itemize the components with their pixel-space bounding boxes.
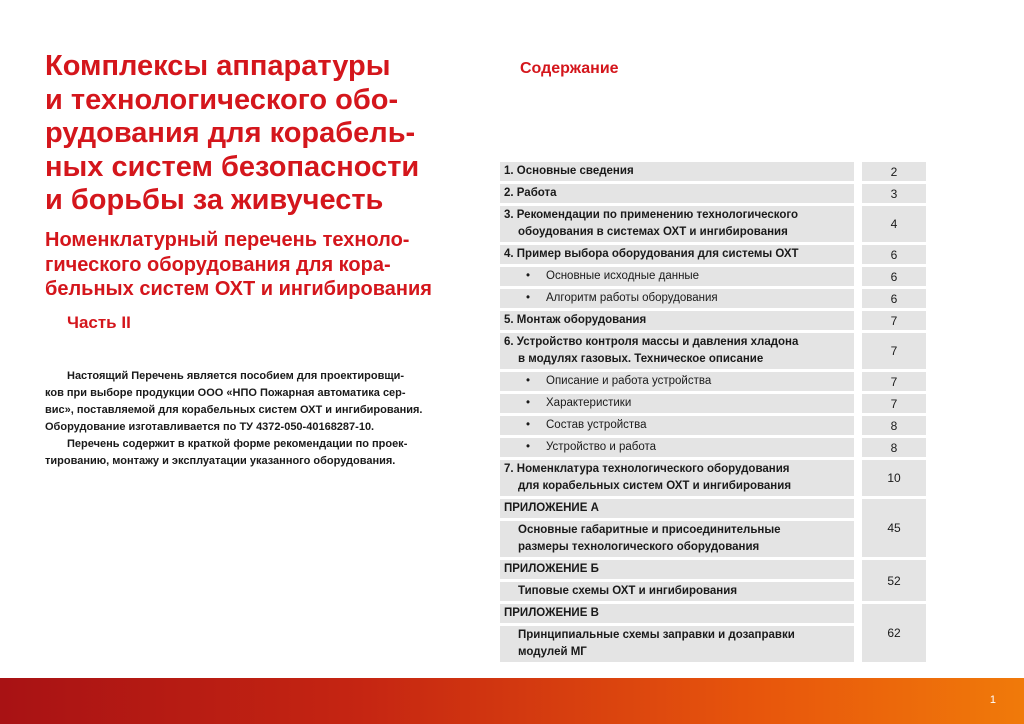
appendix-title: [500, 626, 854, 662]
toc-row[interactable]: [500, 372, 928, 394]
toc-entry-cell: [500, 394, 854, 416]
toc-row[interactable]: [500, 311, 928, 333]
intro-line: Настоящий Перечень является пособием для проектировщи-: [67, 370, 405, 382]
toc-entry-text: 7. Номенклатура технологического оборудования: [504, 463, 790, 475]
appendix-title: [500, 521, 854, 557]
toc-row[interactable]: [500, 245, 928, 267]
toc-entry-cell: [500, 267, 854, 289]
title-line: и технологического обо-: [45, 83, 399, 116]
subtitle-line: гического оборудования для кора-: [45, 253, 391, 276]
toc-entry: [500, 184, 854, 203]
toc-entry-cell: [500, 289, 854, 311]
bullet-icon: •: [526, 270, 531, 282]
part-label: Часть II: [67, 313, 131, 332]
toc-entry-cell: [500, 372, 854, 394]
title-line: и борьбы за живучесть: [45, 184, 384, 216]
intro-paragraph: [45, 368, 467, 470]
toc-row[interactable]: [500, 267, 928, 289]
toc-entry-text: для корабельных систем ОХТ и ингибирования: [518, 480, 792, 492]
toc-page-number: 62: [862, 604, 926, 662]
toc-entry-text: в модулях газовых. Техническое описание: [518, 353, 764, 365]
appendix-title-text: модулей МГ: [518, 646, 587, 658]
bullet-icon: •: [526, 441, 531, 453]
title-line: рудования для корабель-: [45, 117, 416, 149]
toc-page-number: 8: [862, 416, 926, 435]
intro-line: Оборудование изготавливается по ТУ 4372-050-40168287-10.: [45, 421, 375, 433]
appendix-heading: ПРИЛОЖЕНИЕ В: [500, 604, 854, 623]
toc-row[interactable]: [500, 438, 928, 460]
toc-row[interactable]: [500, 394, 928, 416]
toc-page-number: 4: [862, 206, 926, 242]
document-subtitle: [45, 228, 465, 302]
document-title: [45, 50, 465, 218]
toc-entry-text: Алгоритм работы оборудования: [546, 292, 718, 304]
toc-page-number: 7: [862, 394, 926, 413]
toc-entry: [500, 162, 854, 181]
appendix-title-text: Типовые схемы ОХТ и ингибирования: [518, 585, 738, 597]
toc-page-number: 7: [862, 333, 926, 369]
toc-entry: [500, 460, 854, 496]
toc-row[interactable]: [500, 162, 928, 184]
toc-row[interactable]: [500, 184, 928, 206]
toc-entry-cell: [500, 560, 854, 604]
toc-page-number: 52: [862, 560, 926, 601]
appendix-title: [500, 582, 854, 601]
toc-page-number: 6: [862, 289, 926, 308]
toc-appendix[interactable]: [500, 499, 928, 560]
toc-appendix[interactable]: [500, 604, 928, 665]
appendix-title-text: Основные габаритные и присоединительные: [518, 524, 781, 536]
toc-row[interactable]: [500, 289, 928, 311]
intro-line: Перечень содержит в краткой форме рекомендации по проек-: [67, 438, 408, 450]
toc-entry-cell: [500, 333, 854, 372]
table-of-contents: [500, 162, 928, 665]
toc-entry-text: 3. Рекомендации по применению технологического: [504, 209, 799, 221]
toc-entry: [500, 245, 854, 264]
toc-entry-cell: [500, 438, 854, 460]
toc-entry-text: Характеристики: [546, 397, 632, 409]
toc-entry: [500, 267, 854, 286]
toc-entry-cell: [500, 245, 854, 267]
intro-line: ков при выборе продукции ООО «НПО Пожарная автоматика сер-: [45, 387, 406, 399]
toc-entry-cell: [500, 206, 854, 245]
subtitle-line: Номенклатурный перечень техноло-: [45, 229, 410, 251]
toc-entry-text: Основные исходные данные: [546, 270, 700, 282]
toc-entry-text: Устройство и работа: [546, 441, 657, 453]
toc-page-number: 45: [862, 499, 926, 557]
toc-entry-text: 4. Пример выбора оборудования для системы ОХТ: [504, 248, 799, 260]
toc-entry-cell: [500, 184, 854, 206]
appendix-heading: ПРИЛОЖЕНИЕ Б: [500, 560, 854, 579]
toc-entry-text: 2. Работа: [504, 187, 557, 199]
toc-entry: [500, 416, 854, 435]
toc-page-number: 10: [862, 460, 926, 496]
toc-entry-cell: [500, 416, 854, 438]
title-line: Комплексы аппаратуры: [45, 50, 391, 82]
title-line: ных систем безопасности: [45, 150, 420, 183]
toc-entry-text: 6. Устройство контроля массы и давления хладона: [504, 336, 799, 348]
toc-entry: [500, 394, 854, 413]
bullet-icon: •: [526, 397, 531, 409]
toc-entry: [500, 311, 854, 330]
toc-entry-cell: [500, 311, 854, 333]
toc-page-number: 6: [862, 267, 926, 286]
appendix-title-text: Принципиальные схемы заправки и дозаправки: [518, 629, 795, 641]
toc-entry-text: 5. Монтаж оборудования: [504, 314, 647, 326]
toc-page-number: 3: [862, 184, 926, 203]
toc-entry-cell: [500, 499, 854, 560]
toc-row[interactable]: [500, 416, 928, 438]
toc-entry: [500, 289, 854, 308]
toc-row[interactable]: [500, 206, 928, 245]
toc-page-number: 7: [862, 372, 926, 391]
toc-row[interactable]: [500, 333, 928, 372]
toc-entry-text: Описание и работа устройства: [546, 375, 712, 387]
toc-entry: [500, 372, 854, 391]
toc-heading: Содержание: [520, 60, 619, 77]
toc-entry-text: обоудования в системах ОХТ и ингибирования: [518, 226, 788, 238]
toc-entry: [500, 333, 854, 369]
toc-entry-cell: [500, 162, 854, 184]
toc-page-number: 6: [862, 245, 926, 264]
toc-page-number: 8: [862, 438, 926, 457]
appendix-title-text: размеры технологического оборудования: [518, 541, 760, 553]
toc-entry-text: Состав устройства: [546, 419, 647, 431]
bullet-icon: •: [526, 375, 531, 387]
bullet-icon: •: [526, 292, 531, 304]
toc-entry-text: 1. Основные сведения: [504, 165, 634, 177]
appendix-heading: ПРИЛОЖЕНИЕ А: [500, 499, 854, 518]
toc-entry-cell: [500, 460, 854, 499]
toc-page-number: 7: [862, 311, 926, 330]
page-number: 1: [989, 694, 996, 706]
bullet-icon: •: [526, 419, 531, 431]
toc-entry-cell: [500, 604, 854, 665]
toc-appendix[interactable]: [500, 560, 928, 604]
toc-row[interactable]: [500, 460, 928, 499]
toc-page-number: 2: [862, 162, 926, 181]
toc-entry: [500, 438, 854, 457]
footer-bar: [0, 678, 1024, 724]
subtitle-line: бельных систем ОХТ и ингибирования: [45, 278, 432, 300]
intro-line: вис», поставляемой для корабельных систем ОХТ и ингибирования.: [45, 404, 423, 416]
intro-line: тированию, монтажу и эксплуатации указанного оборудования.: [45, 455, 396, 467]
toc-entry: [500, 206, 854, 242]
